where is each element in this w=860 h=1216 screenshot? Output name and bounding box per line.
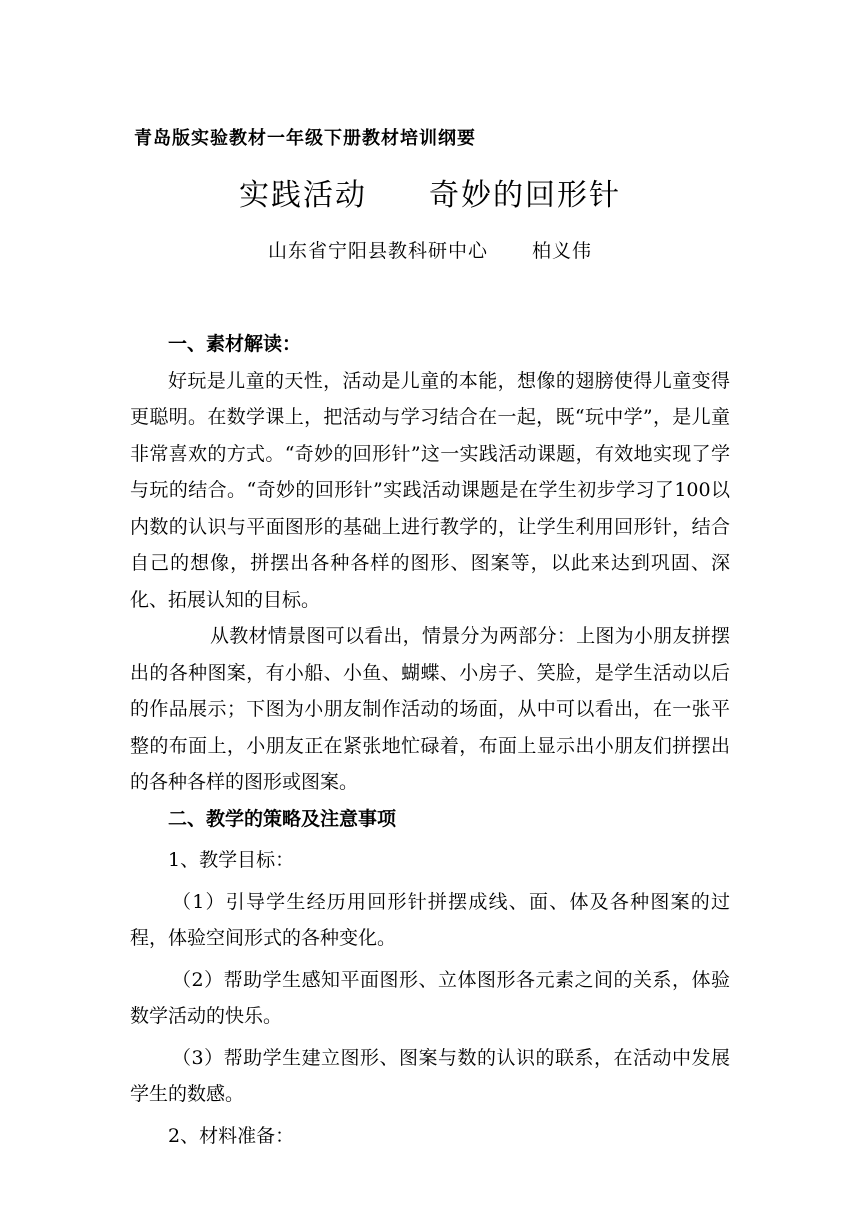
series-title: 青岛版实验教材一年级下册教材培训纲要	[134, 128, 476, 149]
paragraph-2: 从教材情景图可以看出，情景分为两部分：上图为小朋友拼摆出的各种图案，有小船、小鱼、蝴蝶、小房子、笑脸，是学生活动以后的作品展示；下图为小朋友制作活动的场面，从中可以看出，在一张平整的布面上，小朋友正在紧张地忙碌着，布面上显示出小朋友们拼摆出的各种各样的图形或图案。	[130, 625, 730, 793]
title-topic: 奇妙的回形针	[429, 178, 621, 213]
item-heading-materials: 2、材料准备：	[168, 1124, 295, 1147]
section-heading-2: 二、教学的策略及注意事项	[168, 807, 397, 830]
section-heading-1: 一、素材解读：	[168, 333, 302, 355]
author-name: 柏义伟	[532, 240, 593, 262]
goal-3: （3）帮助学生建立图形、图案与数的认识的联系，在活动中发展学生的数感。	[130, 1046, 730, 1105]
title-activity-type: 实践活动	[239, 178, 367, 213]
author-line	[0, 236, 860, 263]
document-title	[0, 170, 860, 214]
goal-1: （1）引导学生经历用回形针拼摆成线、面、体及各种图案的过程，体验空间形式的各种变化。	[130, 890, 730, 949]
item-heading-goals: 1、教学目标：	[168, 849, 295, 871]
goal-2: （2）帮助学生感知平面图形、立体图形各元素之间的关系，体验数学活动的快乐。	[130, 968, 730, 1027]
document-body	[130, 326, 730, 1154]
author-organization: 山东省宁阳县教科研中心	[267, 240, 488, 262]
paragraph-1: 好玩是儿童的天性，活动是儿童的本能，想像的翅膀使得儿童变得更聪明。在数学课上，把活动与学习结合在一起，既“玩中学”，是儿童非常喜欢的方式。“奇妙的回形针”这一实践活动课题，有效地实现了学与玩的结合。“奇妙的回形针”实践活动课题是在学生初步学习了100以内数的认识与平面图形的基础上进行教学的，让学生利用回形针，结合自己的想像，拼摆出各种各样的图形、图案等，以此来达到巩固、深化、拓展认知的目标。	[130, 369, 730, 611]
